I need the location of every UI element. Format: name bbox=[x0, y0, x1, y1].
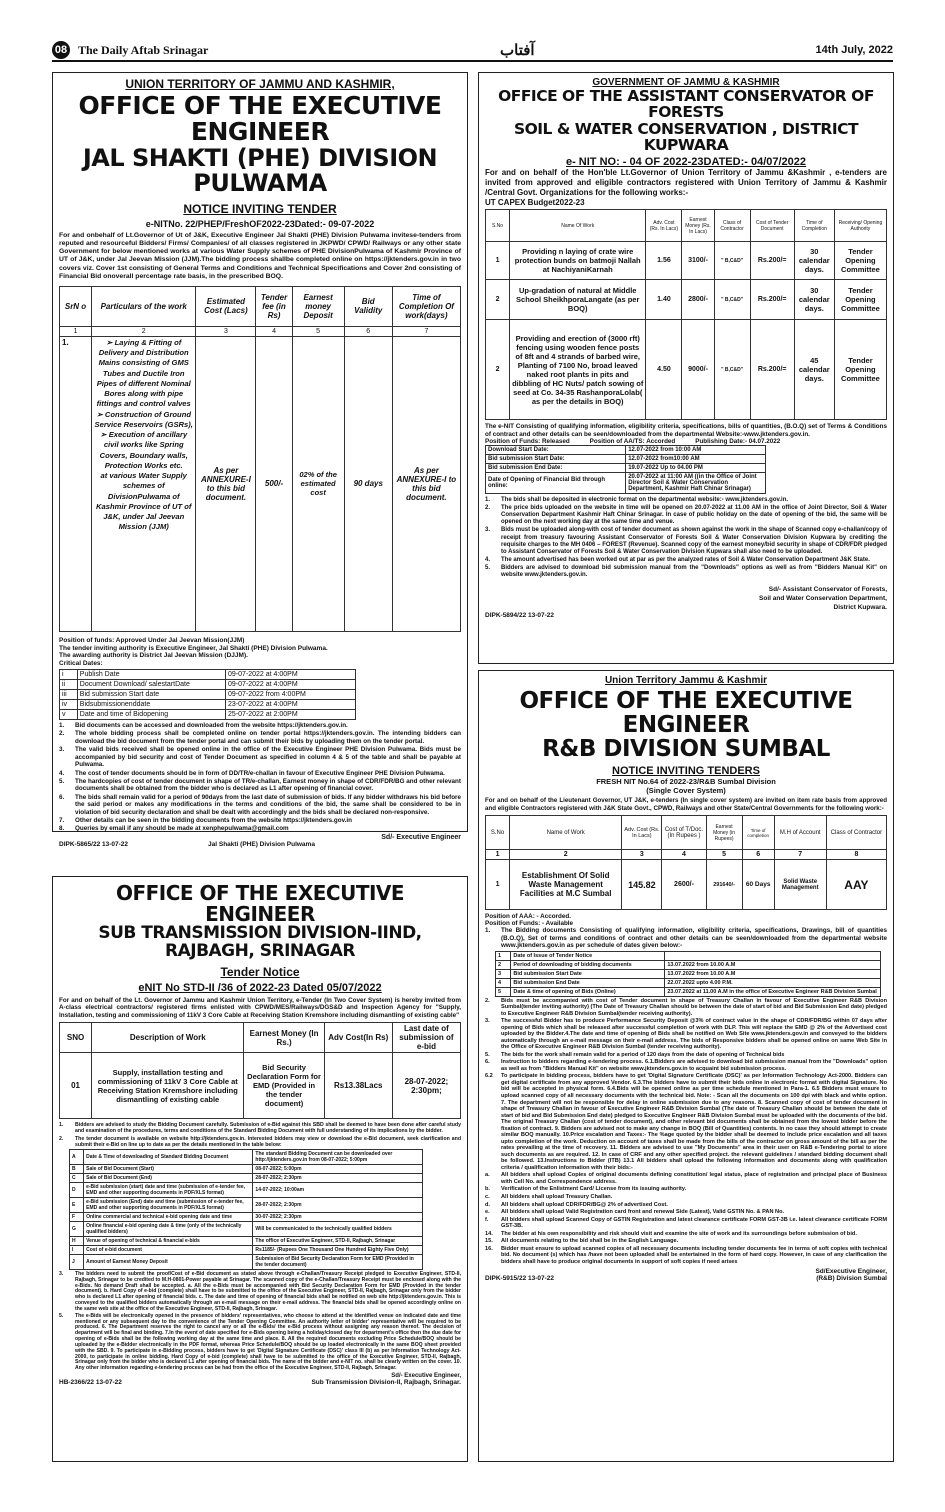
table-header: Earnest money Deposit bbox=[292, 286, 344, 326]
newspaper-name: The Daily Aftab Srinagar bbox=[78, 42, 209, 57]
completion-time: As per ANNEXURE-I to this bid document. bbox=[392, 336, 460, 631]
table-row: 2 Up-gradation of natural at Middle School SheikhporaLangate (as per BOQ) 1.40 2800/- " B,C&D" Rs.200/= 30 calendar days. Tender Opening Committee bbox=[486, 280, 887, 320]
intro-text: For and onbehalf of Lt.Governor of Ut of J&K, Executive Engineer Jal Shakti (PHE) Division Pulwama invitese-tenders from reputed and resourceful Bidders/ Firms/ Companies/ of all classes registered in JKPWD/ CPWD/ Railways or any other state Government for below mentioned works at various Water Supply schemes of PHE DivisionPulwama of Kashmir Province of UT of J&K, under Jal Jeevan Mission (JJM).The bidding process shallbe completed online on https://jktenders.gov.in in two covers viz. Cover 1st consisting of General Terms and Conditions and Technical Specifications and Cover 2nd consisting of Financial Bid onoverall percentage rate basis, in the prescribed BOQ. bbox=[59, 231, 461, 280]
ad-title-division: SUB TRANSMISSION DIVISION-IIND, RAJBAGH, SRINAGAR bbox=[98, 923, 422, 961]
nit-number: FRESH NIT No.64 of 2022-23/R&B Sumbal Division bbox=[596, 777, 776, 787]
bid-validity: 90 days bbox=[344, 336, 392, 631]
dipk-number: DIPK-5915/22 13-07-22 bbox=[485, 1275, 555, 1283]
works-table: S.No Name Of Work Adv. Cost (Rs. In Lacs) Earnest Money (Rs. In Lacs) Class of Contractor Cost of Tender Document Time of Completion Receiving/ Opening Authority 1 Providing n laying of crate wire protection bunds on batmoji Nallah at NachiyaniKarnah 1.56 3100/- " B,C&D" Rs.200/= 30 calendar days. Tender Opening Committee 2 Up-gradation of natural at Middle School SheikhporaLangate (as per BOQ) 1.40 2800/- " B,C&D" Rs.200/= 30 calendar days. Tender Opening Committee 2 Providing and erection of (3000 rft) fencing using wooden fence posts of 8ft and 4 strands of barbed wire, Planting of 7100 No, broad leaved naked root plants in pits and dibbling of HC Nuts/ patch sowing of seed at Co. 34-35 RashanporaLolab( as per the details in BOQ) 4.50 9000/- " B,C&D" Rs.200/= 45 calendar days. Tender Opening Committee bbox=[485, 209, 887, 420]
notes-list: 1. The bids shall be deposited in electronic format on the departmental website:- www.jktenders.gov.in. 2. The price bids uploaded on the website in time will be opened on 20.07-2022 at 11.00 AM in the office of Joint Director, Soil & Water Conservation Department Kashmir Haft Chinar Srinagar. In case of public holiday on the date of opening of the bid, the same will be opened on the next working day at the same time and venue. 3. Bids must be uploaded along-with cost of tender document as shown against the work in the shape of Scanned copy e-challan/copy of receipt from treasury favouring Assistant Conservator of Forests Soil & Water Conservation Division Kupwara by crediting the requisite charges to the MH 0406 – FOREST (Revenue). Scanned copy of the earnest money/bid security in shape of CDR/FDR pledged to Assistant Conservator of Forests Soil & Water Conservation Division Kupwara shall also need to be uploaded. 4. The amount advertised has been worked out at par as per the analyzed rates of Soil & Water Conservation Department J&K State. 5. Bidders are advised to download bid submission manual from the "Downloads" options as well as from "Bidders Manual Kit" on website www.jktenders.gov.in. bbox=[485, 497, 887, 578]
ad-title: OFFICE OF THE ASSISTANT CONSERVATOR OF FORESTS bbox=[498, 87, 874, 122]
table-header: Estimated Cost (Lacs) bbox=[196, 286, 256, 326]
arrow-bullet-icon: ➢ bbox=[96, 409, 105, 419]
ad-title: OFFICE OF THE EXECUTIVE ENGINEER bbox=[115, 881, 405, 926]
table-row: 1 Providing n laying of crate wire protection bunds on batmoji Nallah at NachiyaniKarnah 1.56 3100/- " B,C&D" Rs.200/= 30 calendar days. Tender Opening Committee bbox=[486, 242, 887, 280]
funds-line: Position of Funds: Released Position of AA/TS: Accorded Publishing Date:- 04.07.2022 bbox=[485, 438, 781, 446]
schedule-table: A Date & Time of downloading of Standard Bidding Document The standard Bidding Document can be downloaded over http://jktenders.gov.in from 08-07-2022; 5:00pm B Sale of Bid Document (Start) 08-07-2022; 5:00pm C Sale of Bid Document (End) 28-07-2022; 2:30pm D e-Bid submission (start) date and time (submission of e-tender fee, EMD and other supporting documents in PDF/XLS format) 14-07-2022; 10:00am E e-Bid submission (End) date and time (submission of e-tender fee, EMD and other supporting documents in PDF/XLS format) 28-07-2022; 2:30pm F Online commercial and technical e-bid opening date and time 30-07-2022; 2:30pm G Online financial e-bid opening date & time (only of the technically qualified bidders) Will be communicated to the technically qualified bidders H Venue of opening of technical & financial e-bids The office of Executive Engineer, STD-II, Rajbagh, Srinagar I Cost of e-bid document Rs1185/- (Rupees One Thousand One Hundred Eighty Five Only) J Amount of Earnest Money Deposit Submission of Bid Security Declaration Form for EMD (Provided in the tender document) bbox=[69, 1149, 423, 1270]
hb-number: HB-2366/22 13-07-22 bbox=[59, 1379, 122, 1387]
notice-heading: NOTICE INVITING TENDER bbox=[183, 201, 337, 216]
table-header: Particulars of the work bbox=[92, 286, 196, 326]
emd: 02% of the estimated cost bbox=[292, 336, 344, 631]
page-number: 08 bbox=[52, 41, 70, 59]
estimated-cost: As per ANNEXURE-I to this bid document. bbox=[196, 336, 256, 631]
notes-list: 1. Bidders are advised to study the Bidding Document carefully. Submission of e-Bid against this SBD shall be deemed to have been done after careful study and examination of the procedures, terms and conditions of the Standard Bidding Document with full understanding of its implications by the bidder. 2. The tender document is available on website http://jktenders.gov.in. Interested bidders may view or download the e-Bid document, seek clarification and submit their e-Bid on line up to date as per the details mentioned in the table below: bbox=[59, 1122, 461, 1148]
col-number: 5 bbox=[292, 326, 344, 336]
col-number: 4 bbox=[256, 326, 292, 336]
col-number: 3 bbox=[196, 326, 256, 336]
table-row: 1 Establishment Of Solid Waste Management Facilities at M.C Sumbal 145.82 2600/- 291640/- 60 Days Solid Waste Management AAY bbox=[486, 860, 887, 910]
ad-std-rajbagh bbox=[52, 876, 468, 1462]
tender-fee: 500/- bbox=[256, 336, 292, 631]
ad-subheading: GOVERNMENT OF JAMMU & KASHMIR bbox=[592, 77, 780, 88]
ad-rb-sumbal bbox=[478, 670, 894, 1462]
critical-dates-table: i Publish Date 09-07-2022 at 4:00PM ii Document Download/ salestartDate 09-07-2022 at 4:00PM iii Bid submission Start date 09-07-2022 from 4:00PM iv Bidsubmissionenddate 23-07-2022 at 4:00PM v Date and time of Bidopening 25-07-2022 at 2:00PM bbox=[59, 669, 356, 720]
intro-text: For and on behalf of the Lt. Governor of Jammu and Kashmir Union Territory, e-Tender (In Two Cover System) is hereby invited from A-class electrical contractors/ registered firms enlisted with CPWD/MES/Railways/DGS&D and Inspection Agency for "Supply, Installation, testing and commissioning of 11kV 3 Core Cable at Receiving Station Kremshore including dismantling of existing cable" bbox=[59, 996, 461, 1019]
notice-heading: Tender Notice bbox=[220, 964, 300, 979]
ad-acf-kupwara bbox=[478, 72, 894, 664]
dipk-number: DIPK-5894/22 13-07-22 bbox=[485, 612, 555, 620]
ad-subheading: UNION TERRITORY OF JAMMU AND KASHMIR, bbox=[125, 77, 395, 91]
ad-title: OFFICE OF THE EXECUTIVE ENGINEER bbox=[78, 91, 442, 147]
nit-number: e-NITNo. 22/PHEP/FreshOF2022-23Dated:- 09-07-2022 bbox=[145, 218, 375, 229]
ad-title-division: JAL SHAKTI (PHE) DIVISION PULWAMA bbox=[82, 143, 438, 197]
dipk-number: DIPK-5865/22 13-07-22 bbox=[59, 840, 129, 848]
ad-subheading: Union Territory Jammu & Kashmir bbox=[604, 675, 768, 686]
division-name: (R&B) Division Sumbal bbox=[816, 1275, 887, 1283]
eligibility-text: The e-NIT Consisting of qualifying information, eligibility criteria, specifications, bills of quantities, (B.O.Q) set of Terms & Conditions of contract and other details can be seen/downloaded from the departmental Website:-www.jktenders.gov.in. bbox=[485, 423, 887, 438]
division-name: Sub Transmission Division-II, Rajbagh, Srinagar. bbox=[311, 1379, 461, 1387]
ad-footer bbox=[485, 1275, 887, 1282]
table-header: SrN o bbox=[60, 286, 92, 326]
ad-phe-pulwama bbox=[52, 72, 468, 848]
table-header: Bid Validity bbox=[344, 286, 392, 326]
works-table bbox=[59, 286, 461, 632]
notes-list: 1. The Bidding documents Consisting of qualifying information, eligibility criteria, specifications, Drawings, bill of quantities (B.O.Q), Set of terms and conditions of contract and other details can be seen/downloaded from the departmental website www.jktenders.gov.in as per schedule of dates given below:- bbox=[485, 927, 887, 950]
ad-footer bbox=[485, 612, 887, 619]
intro-text: For and on behalf of the Lieutenant Governor, UT J&K, e-tenders (In single cover system) are invited on item rate basis from approved and eligible Contractors registered with J&K State Govt., CPWD, Railways and other State/Central Governments for the following work:- bbox=[485, 797, 887, 812]
table-header: Time of Completion Of work(days) bbox=[392, 286, 460, 326]
ad-title: OFFICE OF THE EXECUTIVE ENGINEER bbox=[519, 688, 853, 739]
col-number: 6 bbox=[344, 326, 392, 336]
budget-label: UT CAPEX Budget2022-23 bbox=[485, 198, 585, 208]
intro-text: For and on behalf of the Hon'ble Lt.Governor of Union Territory of Jammu &Kashmir , e-tenders are invited from approved and eligible contractors registered with Union Territory of Jammu & Kashmir /Central Govt. Organizations for the following works:- bbox=[485, 168, 887, 198]
work-item-1: ➢ Laying & Fitting of Delivery and Distribution Mains consisting of GMS Tubes and Ductile Iron Pipes of different Nominal Bores along with pipe fittings and control valves bbox=[96, 337, 191, 409]
issue-date: 14th July, 2022 bbox=[815, 44, 893, 56]
work-item-3: ➢ Execution of ancillary civil works like Spring Covers, Boundary walls, Protection Works etc. bbox=[99, 430, 188, 470]
arrow-bullet-icon: ➢ bbox=[100, 430, 109, 440]
division-name: Jal Shakti (PHE) Division Pulwama bbox=[208, 840, 315, 848]
funds-position: Position of Funds: - Available bbox=[485, 920, 574, 928]
signature: Sd/- Assistant Conservator of Forests, Soil and Water Conservation Department, District Kupwara. bbox=[759, 586, 887, 612]
notes-list: 1. Bid documents can be accessed and downloaded from the website https://jktenders.gov.in. 2. The whole bidding process shall be completed online on tender portal https://jktenders.gov.in. The intending bidders can download the bid document from the tender portal and can submit their bids by uploading them on the tender portal. 3. The valid bids received shall be opened online in the office of the Executive Engineer PHE Division Pulwama. Bids must be accompanied by bid security and cost of Tender Document as specified in column 4 & 5 of the table and shall be payable at Pulwama. 4. The cost of tender documents should be in form of DD/TR/e-challan in favour of Executive Engineer PHE Division Pulwama. 5. The hardcopies of cost of tender document in shape of TR/e-challan, Earnest money in shape of CDR/FDR/BG and other relevant documents shall be obtained from the bidder who is declared as L1 after opening of financial cover. 6. The bids shall remain valid for a period of 90days from the last date of submission of bids. If any bidder withdraws his bid before the said period or makes any modifications in the terms and conditions of the bid, the same shall be considered to be in violation of bid security declaration and shall be dealt with accordingly and the bids shall be declared non-responsive. 7. Other details can be seen in the bidding documents from the website https://jktenders.gov.in 8. Queries by email if any should be made at xenphepulwama@gmail.com bbox=[59, 722, 461, 833]
signature: Sd/Executive Engineer, bbox=[815, 1268, 887, 1276]
nit-number: eNIT No STD-II /36 of 2022-23 Dated 05/07/2022 bbox=[138, 981, 382, 994]
work-item-2: ➢ Construction of Ground Service Reservoirs (GSRs), bbox=[94, 409, 193, 429]
signature: Sd/- Executive Engineer, bbox=[391, 1373, 461, 1380]
page-header bbox=[52, 40, 893, 62]
ad-title-division: R&B DIVISION SUMBAL bbox=[542, 736, 830, 763]
notes-list-2: 2. Bids must be accompanied with cost of Tender document in shape of Treasury Challan in favour of Executive Engineer R&B Division Sumbal(tender inviting authority) (The Date of Treasury Challan should be between the date of start of bid and Bid Submission End date) pledged to Executive Engineer R&B Division Sumbal(tender receiving authority). 3. The successful Bidder has to produce Performance Security Deposit @3% of contract value in the shape of CDR/FDR/BG within 07 days after opening of Bids which shall be released after successful completion of work with DLP. This will replace the EMD @ 2% of the Advertised cost uploaded by the Bidder.4.The date and time of opening of Bids shall be notified on Web Site www.jktenders.gov.in and conveyed to the bidders automatically through an e-mail message on their e-mail address. The bids of Responsive bidders shall be opened online on same Web Site in the Office of Executive Engineer R&B Division Sumbal (tender receiving authority). 5. The bids for the work shall remain valid for a period of 120 days from the date of opening of Technical bids 6. Instruction to bidders regarding e-tendering process. 6.1.Bidders are advised to download bid submission manual from the "Downloads" option as well as from "Bidders Manual Kit" on website www.jktenders.gov.in to acquaint bid submission process. 6.2 To participate in bidding process, bidders have to get 'Digital Signature Certificate (DSC)' as per Information Technology Act-2000. Bidders can get digital certificate from any approved Vendor. 6.3.The bidders have to submit their bids online in electronic format with digital Signature. No bid will be accepted in physical form. 6.4.Bids will be opened online as per time schedule mentioned in Para-1. 6.5 Bidders must ensure to upload scanned copy of all necessary documents with the technical bid. Note: - Scan all the documents on 100 dpi with black and white option. 7. The department will not be responsible for delay in online submission due to any reasons. 8. Scanned copy of cost of tender document in shape of Treasury Challan in favour of Executive Engineer R&B Division Sumbal (The date of Treasury Challan should be between the date of start of bid and Bid Submission End date) pledged to Executive Engineer R&B Division Sumbal must be uploaded with the documents of the bid. The original Treasury Challan (cost of tender document), and other relevant bid documents shall be obtained from the lowest bidder before the fixation of contract. 9. Bidders are advised not to make any change in BOQ (Bill of Quantities) contents. In no case they should attempt to create similar BOQ manually. 10.Price escalation and Taxes:- The %age quoted by the bidder shall be deemed to include price escalation and all taxes upto completion of the work. Deduction on account of taxes shall be made from the bills of the contractor on gross amount of the bill as per the rates prevailing at the time of recovery. 11. Bidders are advised to use "My Documents" area in their user on R&B e-Tendering portal to store such documents as are required. 12. In case of CRF and any other specified project. the relevant guidelines / standard bidding document shall be followed. 13.Instructions to Bidder (ITB) 13.1 All bidders shall upload the following information and documents along with qualification criteria / qualification information with their bids:- a. All bidders shall upload Copies of original documents defining constitution/ legal status, place of registration and principal place of Business with Cell No. and Correspondence address. b. Verification of the Enlistment Card/ License from its issuing authority. c. All bidders shall upload Treasury Challan. d. All bidders shall upload CDR/FDR/BG@ 2% of advertised Cost. e. All bidders shall upload Valid Registration card front and renewal Side (Latest), Valid GSTIN No. & PAN No. f. All bidders shall upload Scanned Copy of GSTIN Registration and latest clearance certificate FORM GST-3B i.e. latest clearance certificate FORM GST-3B. 14. The bidder at his own responsibility and risk should visit and examine the site of work and its surroundings before submission of bid. 15. All documents relating to the bid shall be in the English Language. 16. Bidder must ensure to upload scanned copies of all necessary documents including tender documents fee in terms of soft copies with technical bid. No document (s) which has /have not been uploaded shall be entertained in the form of hard copy. However, in case of any clarification the bidders shall have to produce original documents in support of soft copies if need arises bbox=[485, 997, 888, 1265]
cover-system: (Single Cover System) bbox=[646, 786, 726, 796]
col-number: 7 bbox=[392, 326, 460, 336]
work-location: at various Water Supply schemes of DivisionPulwama of Kashmir Province of UT of J&K, under Jal Jeevan Mission (JJM) bbox=[96, 471, 192, 532]
works-table: SNO Description of Work Earnest Money (In Rs.) Adv Cost(In Rs) Last date of submission of e-bid 01 Supply, installation testing and commissioning of 11kV 3 Core Cable at Receiving Station Kremshore including dismantling of existing cable Bid Security Declaration Form for EMD (Provided in the tender document) Rs13.38Lacs 28-07-2022; 2:30pm; bbox=[59, 1022, 461, 1119]
col-number: 1 bbox=[60, 326, 92, 336]
notice-heading: NOTICE INVITING TENDERS bbox=[612, 765, 760, 778]
table-row bbox=[60, 336, 461, 631]
table-row: 01 Supply, installation testing and commissioning of 11kV 3 Core Cable at Receiving Station Kremshore including dismantling of existing cable Bid Security Declaration Form for EMD (Provided in the tender document) Rs13.38Lacs 28-07-2022; 2:30pm; bbox=[60, 1053, 461, 1119]
signature: Sd/- Executive Engineer bbox=[381, 833, 461, 841]
works-table: S.No Name of Work Adv. Cost (Rs. In Lacs) Cost of T/Doc. (In Rupees ) Earnest Money (in Rupees) Time of completion M.H of Account Class of Contractor 1 2 3 4 5 6 7 8 1 Establishment Of Solid Waste Management Facilities at M.C Sumbal 145.82 2600/- 291640/- 60 Days Solid Waste Management AAY bbox=[485, 815, 887, 910]
col-number: 2 bbox=[92, 326, 196, 336]
ad-footer bbox=[59, 841, 461, 848]
notes-list-2: 3. The bidders need to submit the proof/Cost of e-Bid document as stated above through e-Challan/Treasury Receipt pledged to Executive Engineer, STD-II, Rajbagh, Srinagar to be credited to M.H-0801-Power payable at Srinagar. The scanned copy of the e-Challan/Treasury Receipt must be enclosed along with the e-Bids. No demand Draft shall be accepted. a. All the e-Bids must be accompanied with Bid Security Declaration Form for EMD (Provided in the tender document). b. Hard Copy of e-bid (complete) shall have to be submitted to the office of the Executive Engineer, STD-II, Rajbagh, Srinagar only from the bidder who is declared L1 after opening of financial bids. c. The date and time of opening of financial bids shall be notified on web site http://jktenders.gov.in. This is conveyed to the qualified bidders automatically through an e-mail message on their e-mail address. The financial bids shall be opened accordingly online on the same web site at the office of the Executive Engineer, STD-II, Rajbagh, Srinagar. 5. The e-Bids will be electronically opened in the presence of bidders' representatives, who choose to attend at the identified venue on indicated date and time mentioned or any subsequent day to the convenience of the Tender Opening Committee. An authority letter of bidder' representative will be required to be produced. 6. The Department reserves the right to cancel any or all the e-Bids/ the e-Bid process without assigning any reason thereof. The decision of department will be final and binding. 7.In the event of date specified for e-Bids opening being a holiday/closed day for department's office then the due date for opening of e-Bids shall be the following working day at the same time and place. 8. All the required documents excluding Price Schedule/BOQ should be uploaded by the e-Bidder electronically in the PDF format, whereas Price Schedule/BOQ should be up loaded electronically in the same BOQ sheet provided with the SBD. 9. To participate in e-Bidding process, bidders have to get 'Digital Signature Certificate (DSC)' class III (b) as per Information Technology Act-2000, to participate in online bidding. Hard Copy of e-bid (complete) shall have to be submitted to the office of the Executive Engineer, STD-II, Rajbagh, Srinagar only from the bidder who is declared L1 after opening of financial bids. The name of the bidder and e-NIT no. shall be clearly written on the cover. 10. Any other information regarding e-tendering process can be had from the office of the Executive Engineer, STD-II, Rajbagh, Srinagar. bbox=[59, 1270, 461, 1372]
table-row: 2 Providing and erection of (3000 rft) fencing using wooden fence posts of 8ft and 4 strands of barbed wire, Planting of 7100 No, broad leaved naked root plants in pits and dibbling of HC Nuts/ patch sowing of seed at Co. 34-35 RashanporaLolab( as per the details in BOQ) 4.50 9000/- " B,C&D" Rs.200/= 45 calendar days. Tender Opening Committee bbox=[486, 320, 887, 420]
aaa-position: Position of AAA: - Accorded. bbox=[485, 913, 571, 921]
schedule-table: 1 Date of Issue of Tender Notice 2 Period of downloading of bidding documents 13.07.2022 from 10.00 A.M 3 Bid submission Start Date 13.07.2022 from 10.00 A.M 4 Bid submission End Date 22.07.2022 upto 4.00 P.M. 5 Date & time of opening of Bids (Online) 23.07.2022 at 11.00 A.M in the office of Executive Engineer R&B Division Sumbal bbox=[495, 951, 881, 997]
arrow-bullet-icon: ➢ bbox=[106, 337, 115, 347]
sr-no: 1. bbox=[60, 336, 92, 631]
dates-table: Download Start Date: 12.07-2022 from 10:00 AM Bid submission Start Date: 12.07-2022 from10:00 AM Bid submission End Date: 19.07-2022 Up to 04.00 PM Date of Opening of Financial Bid through online: 20.07-2022 at 11:00 AM ((in the Office of Joint Director Soil & Water Conservation Department, Kashmir Haft Chinar Srinagar) bbox=[485, 445, 766, 494]
ad-title-division: SOIL & WATER CONSERVATION , DISTRICT KUPWARA bbox=[513, 119, 859, 154]
nit-number: e- NIT NO: - 04 OF 2022-23DATED:- 04/07/2022 bbox=[565, 156, 807, 169]
newspaper-logo: آفتاب bbox=[500, 41, 535, 59]
ad-footer bbox=[59, 1379, 461, 1386]
table-header: Tender fee (in Rs) bbox=[256, 286, 292, 326]
position-of-funds: Position of funds: Approved Under Jal Jeevan Mission(JJM) The tender inviting authority is Executive Engineer, Jal Shakti (PHE) Division Pulwama. The awarding authority is District Jal Jeevan Mission (DJJM). Critical Dates: bbox=[59, 636, 328, 668]
